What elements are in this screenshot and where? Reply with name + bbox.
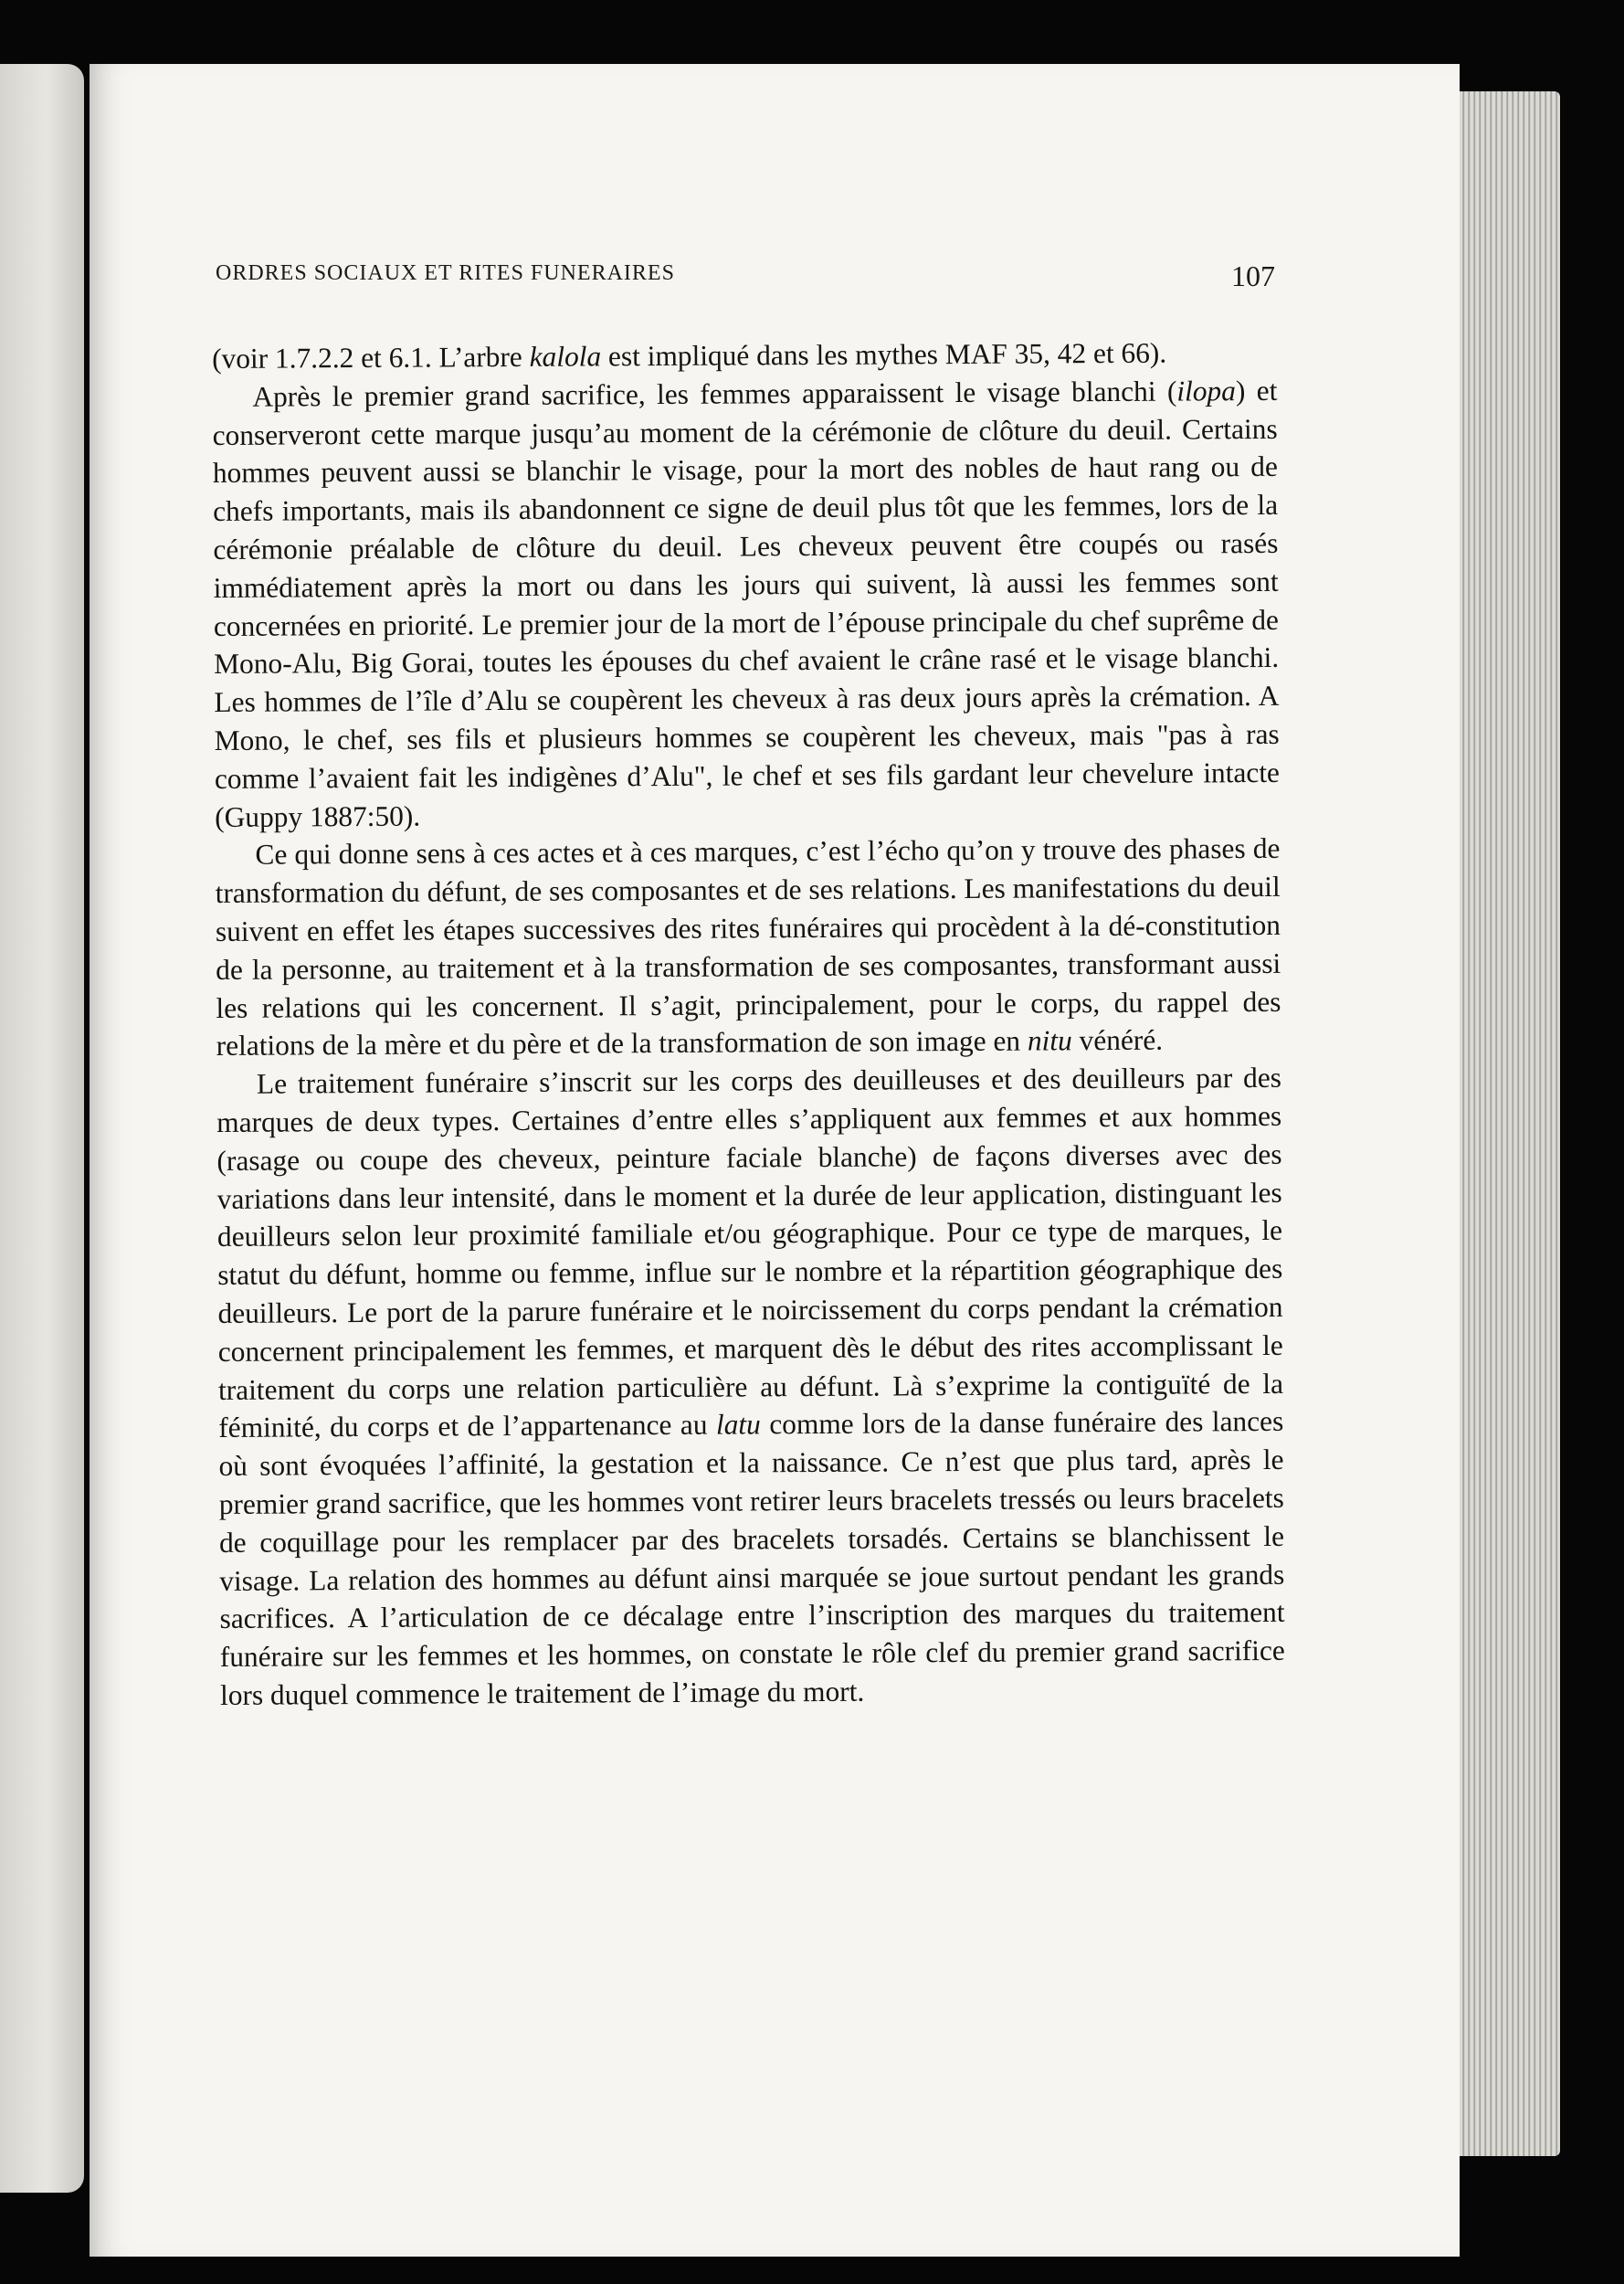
text-run: vénéré. [1071, 1023, 1164, 1057]
italic-term: nitu [1027, 1024, 1072, 1057]
text-run: est impliqué dans les mythes MAF 35, 42 et 66). [601, 336, 1167, 373]
paragraph [212, 372, 1280, 837]
italic-term: ilopa [1176, 374, 1236, 407]
text-run: Après le premier grand sacrifice, les femmes apparaissent le visage blanchi ( [252, 375, 1177, 413]
paragraph [212, 333, 1277, 378]
text-run: Ce qui donne sens à ces actes et à ces marques, c’est l’écho qu’on y trouve des phases de transformation du défunt, de ses composantes et de ses relations. Les manifestations du deuil suivent en effet les étapes successives des rites funéraires qui procèdent à la dé-constitution de la personne, au traitement et à la transformation de ses composantes, transformant aussi les relations qui les concernent. Il s’agit, principalement, pour le corps, du rappel des relations de la mère et du père et de la transformation de son image en [215, 832, 1281, 1063]
text-run: comme lors de la danse funéraire des lances où sont évoquées l’affinité, la gestation et la naissance. Ce n’est que plus tard, après le premier grand sacrifice, que les hommes vont retirer leurs bracelets tressés ou leurs bracelets de coquillage pour les remplacer par des bracelets torsadés. Certains se blanchissent le visage. La relation des hommes au défunt ainsi marquée se joue surtout pendant les grands sacrifices. A l’articulation de ce décalage entre l’inscription des marques du traitement funéraire sur les femmes et les hommes, on constate le rôle clef du premier grand sacrifice lors duquel commence le traitement de l’image du mort. [218, 1405, 1285, 1711]
paragraph [216, 1059, 1285, 1715]
text-run: Le traitement funéraire s’inscrit sur les corps des deuilleuses et des deuilleurs par des marques de deux types. Certaines d’entre elles s’appliquent aux femmes et aux hommes (rasage ou coupe des cheveux, peinture faciale blanche) de façons diverses avec des variations dans leur intensité, dans le moment et la durée de leur application, distinguant les deuilleurs selon leur proximité familiale et/ou géographique. Pour ce type de marques, le statut du défunt, homme ou femme, influe sur le nombre et la répartition géographique des deuilleurs. Le port de la parure funéraire et le noircissement du corps pendant la crémation concernent principalement les femmes, et marquent dès le début des rites accomplissant le traitement du corps une relation particulière au défunt. Là s’exprime la contiguïté de la féminité, du corps et de l’appartenance au [216, 1062, 1284, 1444]
page-number: 107 [1231, 259, 1275, 292]
paragraph [215, 830, 1281, 1065]
running-title: ORDRES SOCIAUX ET RITES FUNERAIRES [216, 261, 675, 285]
italic-term: kalola [529, 340, 602, 373]
text-run: (voir 1.7.2.2 et 6.1. L’arbre [212, 340, 530, 375]
running-head [216, 256, 1275, 301]
text-run: ) et conserveront cette marque jusqu’au moment de la cérémonie de clôture du deuil. Certains hommes peuvent aussi se blanchir le visage, pour la mort des nobles de haut rang ou de chefs importants, mais ils abandonnent ce signe de deuil plus tôt que les femmes, lors de la cérémonie préalable de clôture du deuil. Les cheveux peuvent être coupés ou rasés immédiatement après la mort ou dans les jours qui suivent, là aussi les femmes sont concernées en priorité. Le premier jour de la mort de l’épouse principale du chef suprême de Mono-Alu, Big Gorai, toutes les épouses du chef avaient le crâne rasé et le visage blanchi. Les hommes de l’île d’Alu se coupèrent les cheveux à ras deux jours après la crémation. A Mono, le chef, ses fils et plusieurs hommes se coupèrent les cheveux, mais "pas à ras comme l’avaient fait les indigènes d’Alu", le chef et ses fils gardant leur chevelure intacte (Guppy 1887:50). [212, 374, 1281, 833]
facing-page-edge [0, 64, 84, 2193]
page-block-edges [1460, 91, 1560, 2156]
italic-term: latu [715, 1408, 761, 1441]
body-text [212, 333, 1285, 1715]
